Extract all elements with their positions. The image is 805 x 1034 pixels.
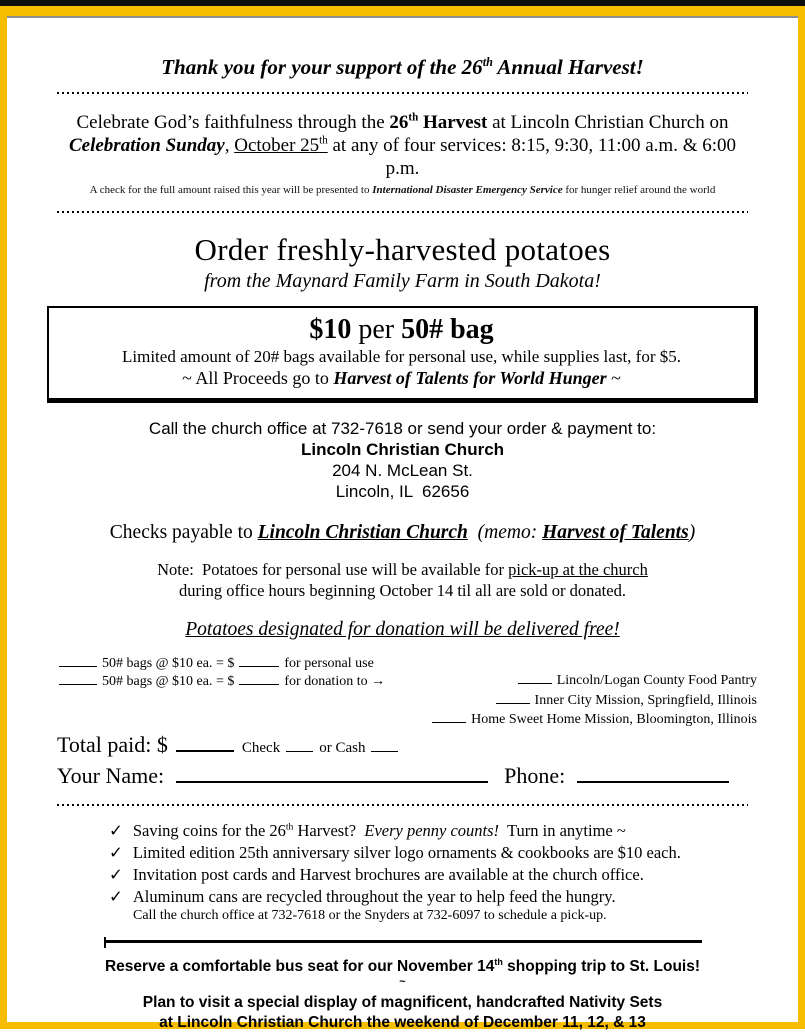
bus-trip-line: [57, 958, 748, 976]
note-line-2: during office hours beginning October 14 til all are sold or donated.: [179, 581, 626, 601]
flyer-page: [7, 16, 798, 1032]
dotted-divider-3: [57, 804, 748, 806]
nativity-line-2: at Lincoln Christian Church the weekend of December 11, 12, & 13: [159, 1014, 646, 1032]
proceeds-text: ~ All Proceeds go to: [182, 367, 334, 388]
checklist-item-cans: [109, 886, 748, 908]
nativity-line-1: Plan to visit a special display of magnificent, handcrafted Nativity Sets: [142, 993, 663, 1011]
your-name-label: Your Name:: [57, 763, 165, 789]
dotted-divider-2: [57, 211, 748, 213]
donation-option-inner-city: [432, 691, 757, 711]
bag-size: 50# bag: [401, 313, 494, 345]
price-box: [47, 306, 758, 403]
phone-blank: [577, 767, 729, 783]
every-penny-counts: Every penny counts!: [364, 821, 500, 841]
phone-label: Phone:: [504, 763, 566, 789]
price-per: per: [351, 313, 402, 345]
contact-block: [57, 418, 748, 503]
donation-option-pantry: [432, 671, 757, 691]
donation-options: [432, 671, 757, 730]
ides-org-name: International Disaster Emergency Service: [372, 183, 563, 196]
footer-rule: [105, 940, 702, 943]
intro-line1-text: Celebrate God’s faithfulness through the: [76, 112, 390, 133]
thank-you-title: [57, 55, 748, 80]
comma: ,: [224, 135, 235, 157]
checklist: [57, 820, 748, 925]
harvest-number: 26: [389, 112, 409, 133]
cans-text: Aluminum cans are recycled throughout the year to help feed the hungry.: [132, 887, 616, 907]
option-blank-1: [518, 671, 552, 684]
celebration-sunday-text: Celebration Sunday: [68, 135, 225, 157]
total-paid-line: [57, 732, 748, 758]
option-label-1: Lincoln/Logan County Food Pantry: [556, 673, 757, 689]
check-icon: ✓: [109, 821, 123, 841]
fine-print-text: A check for the full amount raised this year will be presented to: [89, 183, 373, 196]
amount-blank-donation: [239, 672, 279, 685]
option-blank-3: [432, 710, 466, 723]
gap: [468, 522, 478, 543]
church-city: Lincoln, IL 62656: [335, 482, 470, 502]
check-icon: ✓: [109, 887, 123, 907]
service-date-sup: th: [319, 134, 328, 147]
title-text-end: Annual Harvest!: [492, 55, 644, 79]
option-blank-2: [496, 691, 530, 704]
check-icon: ✓: [109, 865, 123, 885]
payment-method: [242, 740, 399, 756]
note-text: Note: Potatoes for personal use will be available for: [157, 559, 509, 579]
fine-print: [57, 184, 748, 196]
contact-call-line: Call the church office at 732-7618 or send your order & payment to:: [148, 418, 657, 438]
harvest-word: Harvest: [418, 112, 488, 133]
price-headline: [49, 314, 754, 346]
cash-blank: [371, 739, 398, 752]
bus-sup: th: [494, 956, 503, 967]
checklist-item-coins: [109, 820, 748, 842]
intro-line1-end: at Lincoln Christian Church on: [487, 112, 729, 133]
coins-sup: th: [285, 821, 294, 833]
title-superscript: th: [482, 55, 493, 69]
note-line-1: [57, 559, 748, 581]
payee-name: Lincoln Christian Church: [257, 521, 468, 543]
dotted-divider-1: [57, 92, 748, 94]
donation-headline: Potatoes designated for donation will be delivered free!: [185, 619, 620, 641]
amount-blank-personal: [239, 654, 279, 667]
pickup-underlined: pick-up at the church: [508, 559, 648, 579]
order-heading: Order freshly-harvested potatoes: [194, 231, 611, 267]
church-name: Lincoln Christian Church: [300, 439, 505, 459]
coins-text: Saving coins for the 26: [132, 821, 286, 841]
memo-close: ): [688, 521, 696, 543]
cans-subline: Call the church office at 732-7618 or the Snyders at 732-6097 to schedule a pick-up.: [133, 907, 607, 923]
option-label-3: Home Sweet Home Mission, Bloomington, Illinois: [471, 712, 757, 728]
bus-text: Reserve a comfortable bus seat for our November 14: [104, 957, 495, 975]
order-form: [57, 654, 757, 730]
note-block: [57, 559, 748, 603]
nativity-block: [57, 993, 748, 1034]
checks-text: Checks payable to: [109, 521, 258, 543]
option-label-2: Inner City Mission, Springfield, Illinois: [534, 692, 757, 708]
personal-use-label: for personal use: [284, 656, 374, 672]
postcards-text: Invitation post cards and Harvest brochures are available at the church office.: [132, 865, 644, 885]
coins-mid: Harvest?: [293, 821, 365, 841]
harvest-number-sup: th: [408, 111, 419, 124]
checks-payable-line: [57, 522, 748, 544]
price-amount: $10: [309, 313, 352, 345]
title-text: Thank you for your support of the 26: [161, 55, 483, 79]
check-blank: [286, 739, 313, 752]
check-icon: ✓: [109, 843, 123, 863]
checklist-item-postcards: [109, 864, 748, 886]
memo-text: Harvest of Talents: [542, 521, 689, 543]
bags-label-2: 50# bags @ $10 ea. = $: [102, 674, 235, 690]
service-date-underlined: [234, 135, 328, 156]
service-times: at any of four services: 8:15, 9:30, 11:00 a.m. & 6:00 p.m.: [327, 135, 741, 180]
name-blank: [176, 767, 488, 783]
footer: [57, 958, 748, 1034]
total-blank: [176, 738, 234, 752]
price-limited-line: Limited amount of 20# bags available for personal use, while supplies last, for $5.: [122, 346, 681, 366]
order-line-personal: [59, 654, 748, 672]
ornaments-text: Limited edition 25th anniversary silver logo ornaments & cookbooks are $10 each.: [132, 843, 681, 863]
total-paid-label: Total paid: $: [57, 732, 168, 758]
name-phone-line: [57, 763, 748, 789]
bus-end: shopping trip to St. Louis!: [502, 957, 701, 975]
or-cash-label: or Cash: [319, 740, 366, 757]
proceeds-end: ~: [606, 367, 621, 388]
intro-paragraph: [57, 111, 748, 181]
price-proceeds-line: [49, 368, 754, 389]
order-subheading: from the Maynard Family Farm in South Dakota!: [204, 269, 601, 292]
tilde-separator: ~: [399, 975, 406, 988]
intro-line-2: [57, 134, 748, 180]
top-black-bar: [0, 0, 805, 6]
bags-label: 50# bags @ $10 ea. = $: [102, 656, 235, 672]
coins-end: Turn in anytime ~: [499, 821, 626, 841]
church-street: 204 N. McLean St.: [332, 461, 473, 481]
memo-open: (memo:: [477, 521, 543, 543]
checklist-item-ornaments: [109, 842, 748, 864]
fine-print-end: for hunger relief around the world: [562, 183, 716, 196]
donation-to-label: for donation to →: [284, 674, 386, 690]
donation-option-home-sweet-home: [432, 710, 757, 730]
qty-blank-donation: [59, 672, 97, 685]
harvest-of-talents-name: Harvest of Talents for World Hunger: [333, 367, 607, 388]
check-label: Check: [241, 740, 281, 757]
intro-line-1: [57, 111, 748, 134]
qty-blank-personal: [59, 654, 97, 667]
service-date: October 25: [234, 135, 320, 157]
